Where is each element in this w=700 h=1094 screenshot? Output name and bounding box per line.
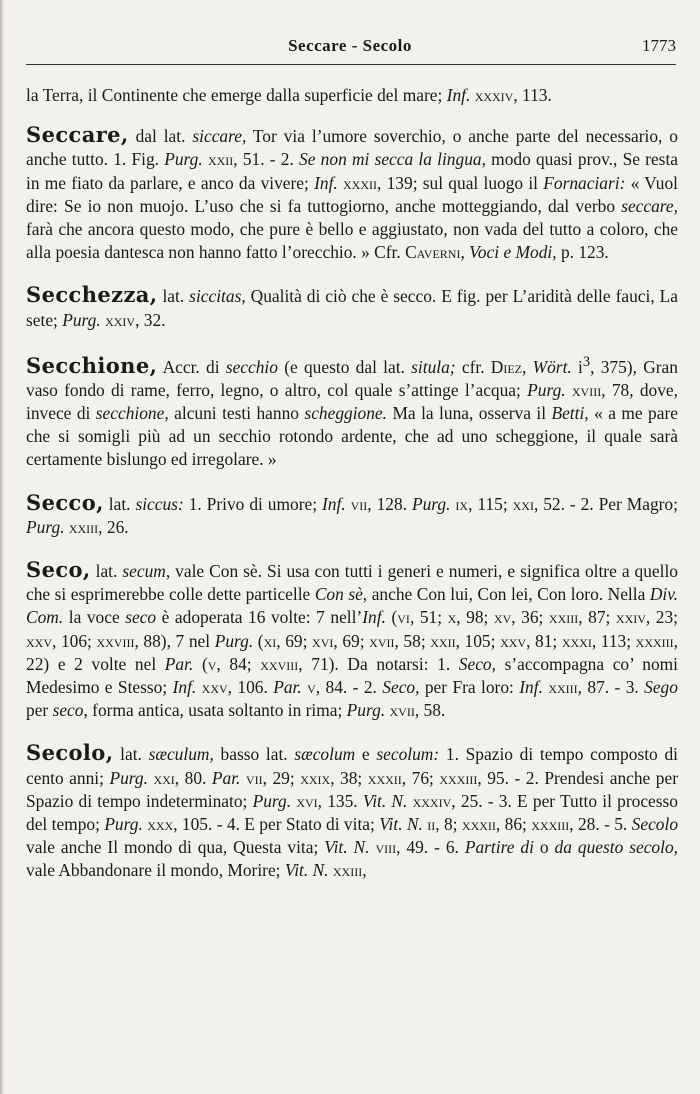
headword: Seccare, bbox=[26, 122, 129, 148]
entry-body: lat. sæculum, basso lat. sæcolum e secolum: 1. Spazio di tempo composto di cento anni; Purg. xxi, 80. Par. vii, 29; xxix, 38; xxxii, 76; xxxiii, 95. - 2. Prendesi anche per Spazio di tempo indeterminato; Purg. xvi, 135. Vit. N. xxxiv, 25. - 3. E per Tutto il processo del tempo; Purg. xxx, 105. - 4. E per Stato di vita; Vit. N. ii, 8; xxxii, 86; xxxiii, 28. - 5. Secolo vale anche Il mondo di qua, Questa vita; Vit. N. viii, 49. - 6. Partire di o da questo secolo, vale Abbandonare il mondo, Morire; Vit. N. xxiii, bbox=[26, 744, 679, 881]
entry-secco bbox=[26, 491, 678, 539]
page-number: 1773 bbox=[642, 36, 676, 55]
headword: Seco, bbox=[26, 557, 91, 583]
entry-seco bbox=[26, 558, 678, 722]
headword: Secolo, bbox=[26, 740, 114, 766]
entry-seccare bbox=[26, 123, 678, 264]
entry-body: la Terra, il Continente che emerge dalla superficie del mare; Inf. xxxiv, 113. bbox=[26, 85, 552, 105]
header-rule bbox=[26, 64, 676, 65]
page-spine-shadow bbox=[0, 0, 4, 1094]
headword: Secchione, bbox=[26, 352, 158, 378]
entry-body: lat. siccus: 1. Privo di umore; Inf. vii, 128. Purg. ix, 115; xxi, 52. - 2. Per Magro; Purg. xxiii, 26. bbox=[26, 493, 678, 537]
running-header bbox=[24, 36, 676, 60]
entry-body: dal lat. siccare, Tor via l’umore soverchio, o anche parte del necessario, o anche tutto. 1. Fig. Purg. xxii, 51. - 2. Se non mi secca la lingua, modo quasi prov., Se resta in me fiato da parlare, e anco da vivere; Inf. xxxii, 139; sul qual luogo il Fornaciari: « Vuol dire: Se io non muojo. L’uso che si fa tuttogiorno, anche motteggiando, dal verbo seccare, farà che ancora questo modo, che pure è bello e aggiustato, non vada del tutto a coloro, che alla poesia dantesca non hanno fatto l’orecchio. » Cfr. Caverni, Voci e Modi, p. 123. bbox=[26, 126, 679, 263]
entry-secolo bbox=[26, 741, 678, 882]
entry-secchezza bbox=[26, 283, 678, 331]
headword: Secchezza, bbox=[26, 282, 158, 308]
entry-body: lat. secum, vale Con sè. Si usa con tutti i generi e numeri, e significa oltre a quello che si esprimerebbe colle dette particelle Con sè, anche Con lui, Con lei, Con loro. Nella Div. Com. la voce seco è adoperata 16 volte: 7 nell’Inf. (vi, 51; x, 98; xv, 36; xxiii, 87; xxiv, 23; xxv, 106; xxviii, 88), 7 nel Purg. (xi, 69; xvi, 69; xvii, 58; xxii, 105; xxv, 81; xxxi, 113; xxxiii, 22) e 2 volte nel Par. (v, 84; xxviii, 71). Da notarsi: 1. Seco, s’accompagna co’ nomi Medesimo e Stesso; Inf. xxv, 106. Par. v, 84. - 2. Seco, per Fra loro: Inf. xxiii, 87. - 3. Sego per seco, forma antica, usata soltanto in rima; Purg. xvii, 58. bbox=[26, 561, 679, 721]
entry-body: Accr. di secchio (e questo dal lat. situla; cfr. Diez, Wört. $i^3$, 375), Gran vaso fondo di rame, ferro, legno, o altro, col quale s’attinge l’acqua; Purg. xviii, 78, dove, invece di secchione, alcuni testi hanno scheggione. Ma la luna, osserva il Betti, « a me pare che si somigli più ad un secchio rotondo ardente, che ad uno scheggione, il quale sarà certamente bislungo ed irregolare. » bbox=[26, 353, 678, 470]
header-title: Seccare - Secolo bbox=[288, 36, 412, 55]
entry-continuation bbox=[26, 84, 678, 107]
entry-secchione bbox=[26, 351, 678, 472]
headword: Secco, bbox=[26, 489, 104, 515]
entry-body: lat. siccitas, Qualità di ciò che è secco. E fig. per L’aridità delle fauci, La sete; Purg. xxiv, 32. bbox=[26, 286, 678, 330]
entries-column bbox=[26, 84, 678, 902]
